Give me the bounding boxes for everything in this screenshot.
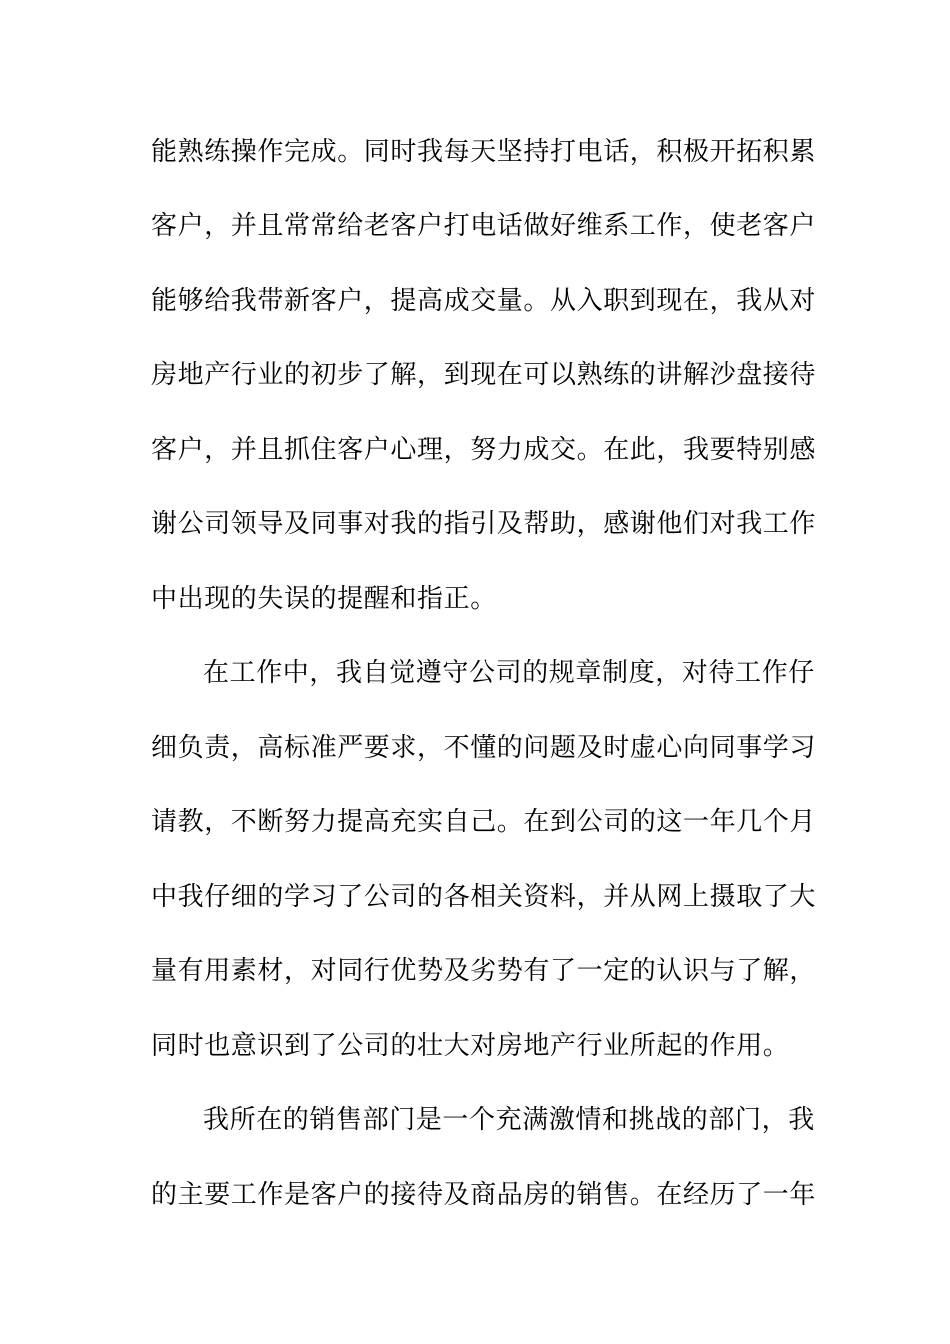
paragraph-first-line: 我所在的销售部门是一个充满激情和挑战的部门，我 xyxy=(203,1105,815,1135)
text-line: 中我仔细的学习了公司的各相关资料，并从网上摄取了大 xyxy=(151,882,817,912)
text-line: 的主要工作是客户的接待及商品房的销售。在经历了一年 xyxy=(151,1180,817,1210)
text-line: 能够给我带新客户，提高成交量。从入职到现在，我从对 xyxy=(151,286,817,316)
paragraph-first-line: 在工作中，我自觉遵守公司的规章制度，对待工作仔 xyxy=(203,658,815,688)
text-line: 同时也意识到了公司的壮大对房地产行业所起的作用。 xyxy=(151,1031,790,1061)
text-line: 客户，并且抓住客户心理，努力成交。在此，我要特别感 xyxy=(151,435,817,465)
text-line: 细负责，高标准严要求，不懂的问题及时虚心向同事学习 xyxy=(151,733,817,763)
text-line: 谢公司领导及同事对我的指引及帮助，感谢他们对我工作 xyxy=(151,509,817,539)
text-line: 房地产行业的初步了解，到现在可以熟练的讲解沙盘接待 xyxy=(151,360,817,390)
text-line: 中出现的失误的提醒和指正。 xyxy=(151,584,497,614)
text-line: 请教，不断努力提高充实自己。在到公司的这一年几个月 xyxy=(151,807,817,837)
text-line: 能熟练操作完成。同时我每天坚持打电话，积极开拓积累 xyxy=(151,137,817,167)
text-line: 客户，并且常常给老客户打电话做好维系工作，使老客户 xyxy=(151,211,817,241)
text-line: 量有用素材，对同行优势及劣势有了一定的认识与了解， xyxy=(151,956,817,986)
